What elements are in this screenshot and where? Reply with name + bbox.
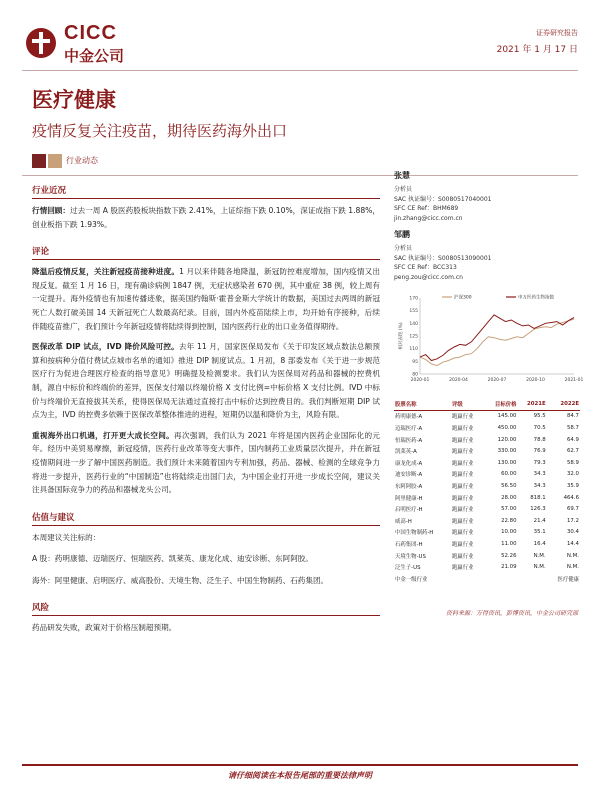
table-row (394, 573, 580, 585)
author-sac: SAC 执证编号：S0080517040001 (394, 195, 492, 203)
table-cell: 跑赢行业 (451, 507, 474, 514)
table-row (394, 469, 580, 481)
section-heading-comment: 评论 (32, 247, 50, 258)
author-sfc: SFC CE Ref：BHM689 (394, 205, 459, 212)
table-header-cell: 目标价格 (484, 398, 517, 410)
table-cell: 16.4 (533, 540, 546, 547)
table-cell: 凯莱英-A (395, 449, 417, 456)
author-name: 张慧 (394, 171, 410, 180)
report-date: 2021 年 1 月 17 日 (496, 45, 578, 55)
table-cell: 56.50 (501, 482, 517, 489)
table-cell: 79.3 (533, 459, 546, 466)
table-cell: 330.00 (497, 448, 517, 455)
table-cell: N.M. (533, 552, 546, 559)
table-cell: 迈瑞医疗-A (395, 425, 423, 432)
page-subtitle: 疫情反复关注疫苗，期待医药海外出口 (32, 122, 288, 140)
author-role: 分析员 (394, 245, 413, 252)
header-divider (22, 70, 578, 71)
comment-lead-3: 重视海外出口机遇，打开更大成长空间。 (32, 430, 175, 440)
table-cell: 58.9 (566, 459, 579, 466)
table-cell: 145.00 (497, 413, 517, 420)
table-cell: 78.8 (533, 436, 546, 443)
comment-paragraph-2 (32, 340, 380, 422)
author-sac: SAC 执证编号：S0080513090001 (394, 254, 492, 262)
table-cell: 跑赢行业 (451, 483, 474, 490)
table-cell: 跑赢行业 (451, 437, 474, 444)
table-cell: 70.5 (533, 424, 546, 431)
table-cell: 跑赢行业 (451, 565, 474, 572)
table-cell: 34.3 (533, 471, 546, 478)
author-block (394, 170, 580, 223)
table-cell: 跑赢行业 (451, 460, 474, 467)
y-tick-label: 110 (409, 347, 418, 353)
section-rule (32, 259, 380, 260)
comment-text-3: 再次强调，我们认为 2021 年将是国内医药企业国际化的元年。经历中美贸易摩擦，新冠疫情，医药行业改革等变大事件，国内制药工业质量层次提升，并在新冠疫情期间进一步了解中国医药制造。我们预计未来随着国内专利加强，药品、器械、检测的全球竞争力将进一步提升，医药行业的“中国制造”也将陆续走出国门去，为中国企业打开进一步成长空间，建议关注具备国际竞争力的药品和器械龙头公司。 (32, 430, 380, 495)
table-cell: 启明医疗-H (395, 507, 423, 514)
table-cell: 21.4 (533, 517, 546, 524)
table-cell: 35.1 (533, 529, 546, 536)
table-cell (451, 573, 484, 585)
series-line-1 (420, 315, 574, 361)
cicc-logo (24, 20, 224, 66)
table-cell: 跑赢行业 (451, 472, 474, 479)
author-sfc: SFC CE Ref：BCC313 (394, 264, 457, 271)
section-rule (32, 525, 380, 526)
table-header-row (394, 398, 580, 410)
table-cell: 中国生物制药-H (395, 530, 434, 537)
comment-paragraph-3 (32, 429, 380, 497)
legend-label: 沪深300 (454, 295, 472, 301)
table-cell: 35.9 (566, 482, 579, 489)
x-tick-label: 2020-01 (410, 378, 430, 383)
y-tick-label: 170 (409, 296, 418, 302)
table-cell: 64.9 (566, 436, 579, 443)
table-cell: 威高-H (395, 518, 412, 525)
logo-text-cn: 中金公司 (64, 47, 125, 65)
table-cell: 10.00 (501, 529, 517, 536)
y-tick-label: 140 (409, 321, 418, 327)
author-email[interactable]: jin.zhang@cicc.com.cn (394, 214, 463, 222)
section-rule (32, 615, 380, 616)
table-cell: 130.00 (497, 459, 517, 466)
table-row (394, 527, 580, 539)
overview-text: 过去一周 A 股医药股板块指数下跌 2.41%，上证综指下跌 0.10%，深证成指下跌 1.88%，创业板指下跌 1.93%。 (32, 206, 381, 229)
author-block (394, 229, 580, 282)
x-tick-label: 2021-01 (564, 378, 584, 383)
table-header-cell: 评级 (451, 398, 484, 410)
table-cell: 跑赢行业 (451, 553, 474, 560)
table-cell: 康龙化成-A (395, 460, 423, 467)
page-title: 医疗健康 (32, 87, 116, 112)
table-cell: 阿里健康-H (395, 495, 423, 502)
table-cell: 药明康德-A (395, 414, 423, 421)
cicc-logo-icon (24, 26, 58, 60)
author-name: 邹鹏 (394, 230, 410, 239)
comment-text-1: 1 月以来伴随各地降温，新冠防控难度增加，国内疫情又出现反复。截至 1 月 16 日，现有确诊病例 1847 例，无症状感染者 670 例，其中重症 38 例，较上周有一定提升。海外疫情也有加速传播迹象，据美国约翰斯·霍普金斯大学统计的数据，美国过去两周的新冠死亡人数打破美国 14 天新冠死亡人数最高纪录。目前，国内外疫苗陆续上市，均开始有序接种，后续伴随疫苗推广，我们预计今年新冠疫情将陆续得到控制，国内医药行业的出口业务值得期待。 (32, 267, 380, 331)
table-header-cell: 2022E (547, 398, 580, 410)
table-row (394, 480, 580, 492)
table-cell: 76.9 (533, 448, 546, 455)
section-heading-overview: 行业近况 (32, 186, 67, 196)
table-row (394, 410, 580, 422)
y-tick-label: 80 (412, 372, 418, 378)
x-tick-label: 2020-10 (526, 378, 545, 383)
table-cell: 58.7 (566, 424, 579, 431)
section-heading-risk: 风险 (32, 603, 50, 614)
table-row (394, 445, 580, 457)
table-cell: 17.2 (566, 517, 579, 524)
table-cell: 跑赢行业 (451, 541, 474, 548)
table-cell (484, 573, 517, 585)
y-tick-label: 155 (409, 309, 418, 315)
section-rule (32, 198, 380, 199)
table-cell: 迪安诊断-A (395, 472, 423, 479)
y-tick-label: 95 (412, 359, 418, 365)
source-note: 资料来源：万得资讯，彭博资讯，中金公司研究部 (445, 610, 578, 617)
table-cell: 21.09 (501, 564, 517, 571)
overview-lead: 行情回顾： (32, 206, 70, 215)
table-cell: 52.26 (501, 552, 517, 559)
table-cell: 中金一级行业 (395, 576, 428, 583)
table-cell: 818.1 (530, 494, 546, 501)
tag-marker-accent (48, 154, 62, 168)
stock-table (394, 398, 580, 585)
table-row (394, 538, 580, 550)
valuation-intro: 本周建议关注标的： (32, 532, 101, 542)
table-header-cell: 2021E (518, 398, 547, 410)
comment-lead-1: 降温后疫情反复，关注新冠疫苗接种进度。 (32, 267, 180, 277)
table-cell: N.M. (533, 564, 546, 571)
table-cell: 450.00 (497, 424, 517, 431)
stock-table-body (394, 398, 580, 585)
valuation-overseas: 海外：阿里健康、启明医疗、威高股份、天境生物、泛生子、中国生物制药、石药集团。 (32, 575, 329, 585)
footer-rule (22, 764, 578, 766)
table-cell: 34.3 (533, 482, 546, 489)
table-cell: 跑赢行业 (451, 414, 474, 421)
section-heading-valuation: 估值与建议 (32, 512, 75, 523)
table-cell: 泛生子-US (395, 565, 421, 572)
series-line-0 (420, 319, 574, 366)
table-cell: 东阿阿胶-A (395, 483, 423, 490)
table-cell: 22.80 (501, 517, 517, 524)
table-row (394, 550, 580, 562)
report-tag: 行业动态 (66, 156, 98, 165)
y-axis-label: 相对表现 (%) (399, 322, 404, 350)
table-cell: 126.3 (530, 506, 546, 513)
table-row (394, 515, 580, 527)
report-type: 证券研究报告 (536, 29, 578, 37)
table-cell: 84.7 (566, 413, 579, 420)
comment-paragraph-1 (32, 265, 380, 333)
table-cell: 464.6 (563, 494, 579, 501)
author-role: 分析员 (394, 186, 413, 193)
table-cell: 石药集团-H (395, 541, 423, 548)
logo-text-en: CICC (64, 22, 117, 44)
table-cell: 30.4 (566, 529, 579, 536)
table-cell: N.M. (566, 564, 579, 571)
x-tick-label: 2020-07 (487, 378, 507, 383)
table-cell: 60.00 (501, 471, 517, 478)
x-tick-label: 2020-04 (449, 378, 468, 383)
y-tick-label: 125 (409, 334, 418, 340)
table-cell: 跑赢行业 (451, 495, 474, 502)
legal-notice: 请仔细阅读在本报告尾部的重要法律声明 (228, 771, 372, 780)
table-cell: 28.00 (501, 494, 517, 501)
table-cell: 32.0 (566, 471, 579, 478)
table-cell: 120.00 (497, 436, 517, 443)
table-cell (518, 573, 547, 585)
table-header-cell: 股票名称 (394, 398, 451, 410)
table-cell: 57.00 (501, 506, 517, 513)
table-row (394, 503, 580, 515)
tag-marker (32, 154, 46, 168)
table-cell: 天境生物-US (395, 553, 426, 560)
left-column (32, 184, 380, 635)
table-row (394, 492, 580, 504)
table-cell: 62.7 (566, 448, 579, 455)
table-cell: 跑赢行业 (451, 449, 474, 456)
table-cell: 跑赢行业 (451, 530, 474, 537)
table-row (394, 434, 580, 446)
table-cell: 95.5 (533, 413, 546, 420)
table-row (394, 422, 580, 434)
table-cell: 跑赢行业 (451, 425, 474, 432)
comment-text-2: 去年 11 月，国家医保局发布《关于印发区域点数法总额预算和按病种分值付费试点城市名单的通知》推进 DIP 制度试点。1 月初，8 部委发布《关于进一步规范医疗行为促进合理医疗检查的指导意见》明确提及检测要求。我们认为医保局对药品和器械的控费机制，源自中标价和终端价的差异，医保支付端以终端价格 X 支付比例=中标价格 X 支付比例。IVD 中标价与终端价无直接拔其关系，使得医保局无法通过直接打击中标价达到控费目的。我们判断短期 DIP 试点为主，IVD 的控费多依赖于医保改革整体推进的进程，短期仍以温和降价为主，风险有限。 (32, 342, 380, 420)
author-email[interactable]: peng.zou@cicc.com.cn (394, 273, 463, 281)
authors-panel (394, 170, 580, 282)
table-row (394, 457, 580, 469)
valuation-a-shares: A 股：药明康德、迈瑞医疗、恒瑞医药、凯莱英、康龙化成、迪安诊断、东阿阿胶。 (32, 554, 313, 564)
performance-chart (394, 288, 584, 388)
overview-paragraph (32, 204, 380, 231)
table-cell: 跑赢行业 (451, 518, 474, 525)
comment-lead-2: 医保改革 DIP 试点，IVD 降价风险可控。 (32, 342, 179, 352)
table-cell: N.M. (566, 552, 579, 559)
risk-text: 药品研发失败，政策对于价格压制超预期。 (32, 623, 177, 633)
table-cell: 69.7 (566, 506, 579, 513)
table-cell: 11.00 (501, 540, 517, 547)
table-cell: 医疗健康 (557, 576, 579, 583)
legend-label: 申万医药生物指数 (518, 295, 554, 301)
table-row (394, 561, 580, 573)
table-cell: 14.4 (566, 540, 579, 547)
table-cell: 恒瑞医药-A (395, 437, 423, 444)
